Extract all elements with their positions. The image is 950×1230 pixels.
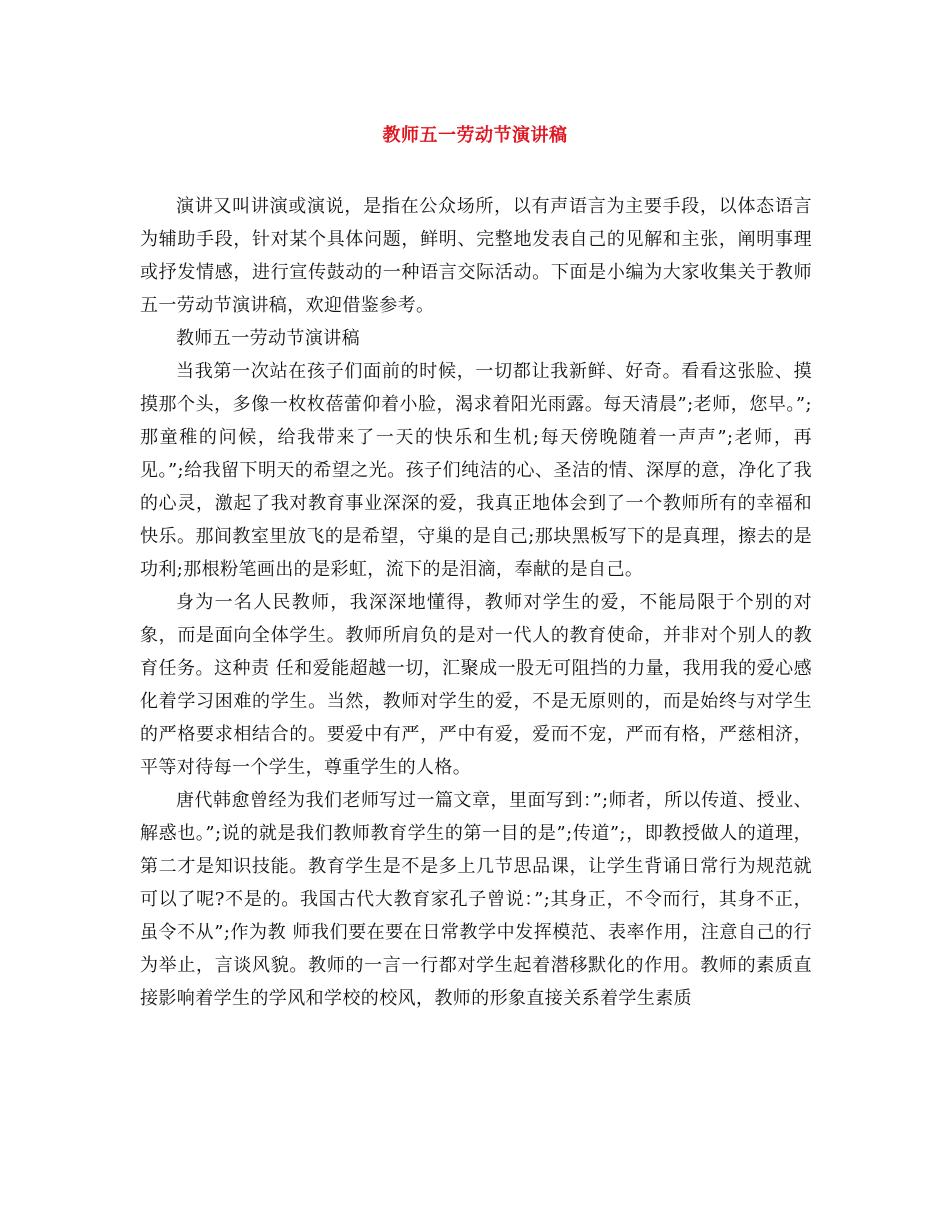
body-paragraph: 身为一名人民教师，我深深地懂得，教师对学生的爱，不能局限于个别的对象，而是面向全体学生。教师所肩负的是对一代人的教育使命，并非对个别人的教育任务。这种责 任和爱能超越一切，汇聚成一股无可阻挡的力量，我用我的爱心感化着学习困难的学生。当然，教师对学生的爱，不是无原则的，而是始终与对学生的严格要求相结合的。要爱中有严，严中有爱，爱而不宠，严而有格，严慈相济，平等对待每一个学生，尊重学生的人格。 [140,592,812,778]
section-heading: 教师五一劳动节演讲稿 [176,328,360,349]
body-paragraph: 唐代韩愈曾经为我们老师写过一篇文章，里面写到：”;师者，所以传道、授业、解惑也。”;说的就是我们教师教育学生的第一目的是”;传道”;，即教授做人的道理，第二才是知识技能。教育学生是不是多上几节思品课，让学生背诵日常行为规范就可以了呢?不是的。我国古代大教育家孔子曾说：”;其身正，不令而行，其身不正，虽令不从”;作为教 师我们要在要在日常教学中发挥模范、表率作用，注意自己的行为举止，言谈风貌。教师的一言一行都对学生起着潜移默化的作用。教师的素质直接影响着学生的学风和学校的校风，教师的形象直接关系着学生素质 [140,790,812,1009]
document-title: 教师五一劳动节演讲稿 [382,125,568,146]
intro-paragraph: 演讲又叫讲演或演说，是指在公众场所，以有声语言为主要手段，以体态语言为辅助手段，针对某个具体问题，鲜明、完整地发表自己的见解和主张，阐明事理或抒发情感，进行宣传鼓动的一种语言交际活动。下面是小编为大家收集关于教师五一劳动节演讲稿，欢迎借鉴参考。 [140,196,812,316]
body-paragraph: 当我第一次站在孩子们面前的时候，一切都让我新鲜、好奇。看看这张脸、摸摸那个头，多像一枚枚蓓蕾仰着小脸，渴求着阳光雨露。每天清晨”;老师，您早。”;那童稚的问候，给我带来了一天的快乐和生机;每天傍晚随着一声声”;老师，再见。”;给我留下明天的希望之光。孩子们纯洁的心、圣洁的情、深厚的意，净化了我的心灵，激起了我对教育事业深深的爱，我真正地体会到了一个教师所有的幸福和快乐。那间教室里放飞的是希望，守巢的是自己;那块黑板写下的是真理，擦去的是功利;那根粉笔画出的是彩虹，流下的是泪滴，奉献的是自己。 [140,361,812,580]
document-body [140,190,812,1015]
